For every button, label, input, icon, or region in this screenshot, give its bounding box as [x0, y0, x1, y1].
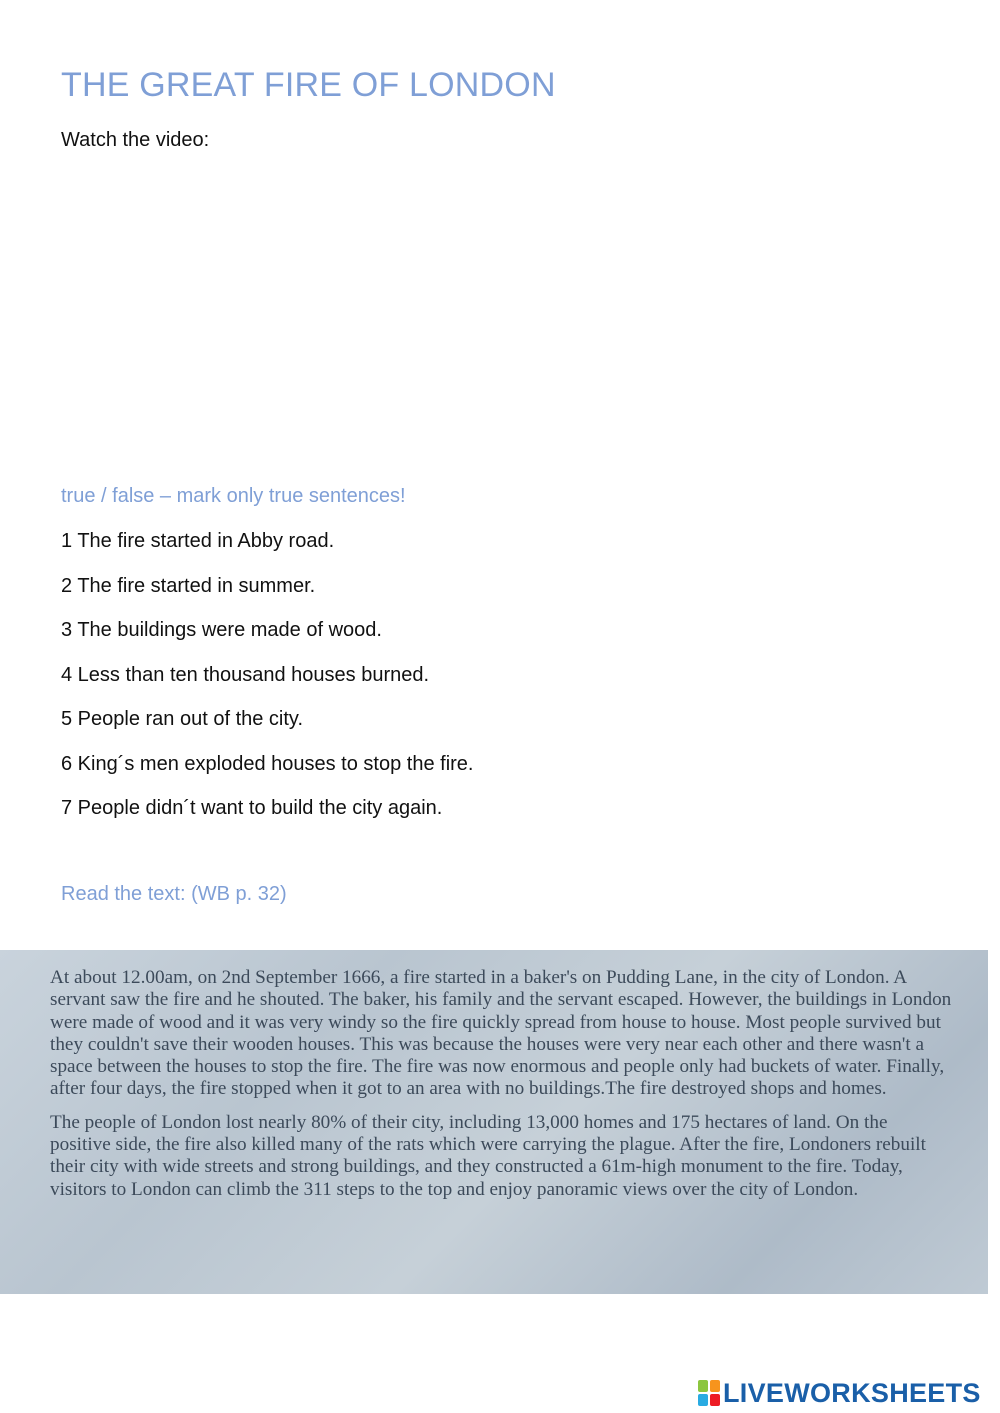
- logo-square-red: [710, 1394, 720, 1406]
- statement-item[interactable]: 7 People didn´t want to build the city again.: [61, 797, 443, 819]
- reading-paragraph-1: At about 12.00am, on 2nd September 1666, a fire started in a baker's on Pudding Lane, in the city of London. A servant saw the fire and he shouted. The baker, his family and the servant escaped. However, the buildings in London were made of wood and it was very windy so the fire quickly spread from house to house. Most people survived but they couldn't save their wooden houses. This was because the houses were very near each other and there wasn't a space between the houses to stop the fire. The fire was now enormous and people only had buckets of water. Finally, after four days, the fire stopped when it got to an area with no buildings.The fire destroyed shops and homes.: [50, 967, 952, 1100]
- statement-item[interactable]: 6 King´s men exploded houses to stop the fire.: [61, 752, 474, 775]
- reading-paragraph-2: The people of London lost nearly 80% of their city, including 13,000 homes and 175 hectares of land. On the positive side, the fire also killed many of the rats which were carrying the plague. After the fire, Londoners rebuilt their city with wide streets and strong buildings, and they constructed a 61m-high monument to the fire. Today, visitors to London can climb the 311 steps to the top and enjoy panoramic views over the city of London.: [50, 1111, 926, 1200]
- true-false-heading: true / false – mark only true sentences!: [61, 485, 406, 507]
- worksheet-title: THE GREAT FIRE OF LONDON: [61, 66, 556, 104]
- liveworksheets-logo: [698, 1378, 981, 1408]
- logo-square-orange: [710, 1380, 720, 1392]
- statement-item[interactable]: 2 The fire started in summer.: [61, 574, 316, 597]
- liveworksheets-logo-icon: [698, 1380, 720, 1406]
- statement-item[interactable]: 3 The buildings were made of wood.: [61, 619, 382, 641]
- statement-item[interactable]: 4 Less than ten thousand houses burned.: [61, 663, 430, 686]
- watch-video-label: Watch the video:: [61, 129, 210, 151]
- statement-list: [61, 529, 473, 841]
- video-area: [61, 165, 921, 465]
- logo-square-green: [698, 1380, 708, 1392]
- read-text-heading: Read the text: (WB p. 32): [61, 883, 287, 905]
- reading-text-photo: [0, 950, 988, 1294]
- statement-item[interactable]: 1 The fire started in Abby road.: [61, 530, 335, 552]
- logo-text: LIVEWORKSHEETS: [723, 1377, 981, 1408]
- logo-square-blue: [698, 1394, 708, 1406]
- statement-item[interactable]: 5 People ran out of the city.: [61, 708, 304, 730]
